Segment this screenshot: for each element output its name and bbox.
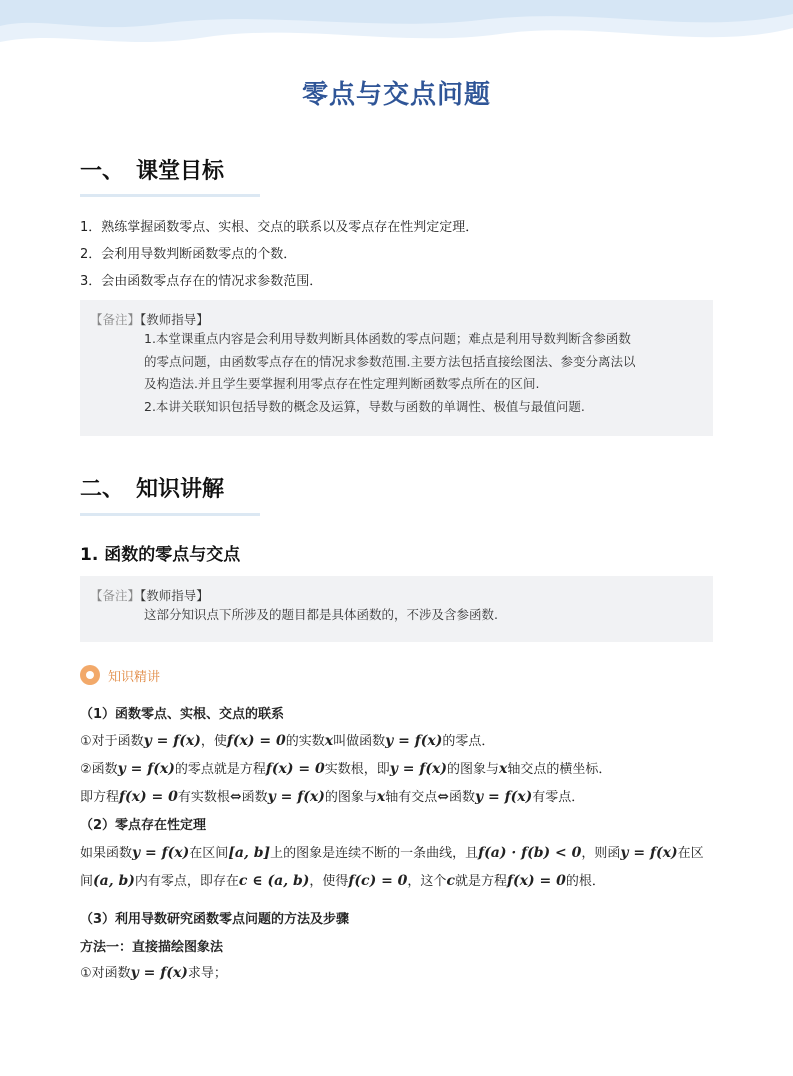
- math-expression: y = f(x): [385, 733, 443, 749]
- text-segment: ，则函: [581, 846, 621, 861]
- math-expression: [a, b]: [228, 845, 271, 861]
- content-line: [80, 842, 720, 861]
- part-title: （2）零点存在性定理: [80, 818, 207, 833]
- content-line: [80, 758, 720, 777]
- knowledge-point-header: [80, 665, 160, 685]
- equivalence-symbol: ⇔: [437, 789, 449, 805]
- lightbulb-icon: [80, 665, 100, 685]
- math-expression: y = f(x): [117, 761, 175, 777]
- header-wave-decoration: [0, 0, 793, 70]
- teacher-note-box: [80, 576, 713, 642]
- section-heading-goals: [80, 154, 224, 185]
- text-segment: ，这个: [407, 874, 447, 889]
- math-expression: y = f(x): [620, 845, 678, 861]
- text-segment: 轴有交点: [385, 790, 438, 805]
- note-label: 【教师指导】: [140, 312, 209, 327]
- text-segment: 间: [80, 874, 94, 889]
- equivalence-symbol: ⇔: [229, 789, 242, 805]
- text-segment: 的图象与: [447, 762, 500, 777]
- content-line: [80, 786, 720, 805]
- math-expression: f(x) = 0: [265, 761, 325, 777]
- text-segment: 求导；: [187, 966, 227, 981]
- text-segment: 就是方程: [454, 874, 507, 889]
- text-segment: 的根．: [565, 874, 605, 889]
- note-line: 2.本讲关联知识包括导数的概念及运算，导数与函数的单调性、极值与最值问题.: [144, 398, 585, 414]
- note-tag: 【备注】: [90, 588, 141, 603]
- content-line: [80, 730, 720, 749]
- note-tag: 【备注】: [90, 312, 141, 327]
- math-expression: f(x) = 0: [119, 789, 178, 805]
- text-segment: ，使得: [309, 874, 349, 889]
- math-expression: x: [499, 761, 508, 777]
- goal-item: 3．会由函数零点存在的情况求参数范围．: [80, 274, 323, 289]
- text-segment: 实数根，即: [324, 762, 390, 777]
- math-expression: x: [376, 789, 386, 805]
- text-segment: 上的图象是连续不断的一条曲线，且: [270, 846, 479, 861]
- note-line: 的零点问题，由函数零点存在的情况求参数范围.主要方法包括直接绘图法、参变分离法以: [144, 353, 636, 369]
- math-expression: y = f(x): [389, 761, 447, 777]
- section-title: 课堂目标: [136, 159, 225, 184]
- goal-item: 2．会利用导数判断函数零点的个数．: [80, 247, 297, 262]
- knowledge-point-label: 知识精讲: [108, 669, 161, 685]
- section-title: 知识讲解: [136, 477, 225, 502]
- text-segment: 的零点就是方程: [174, 762, 266, 777]
- text-segment: 的实数: [285, 734, 325, 749]
- math-expression: f(x) = 0: [506, 873, 566, 889]
- text-segment: 在区: [677, 846, 704, 861]
- section-number: 一、: [80, 159, 125, 184]
- note-label: 【教师指导】: [140, 588, 209, 603]
- text-segment: 的图象与: [324, 790, 377, 805]
- text-segment: 有零点．: [532, 790, 585, 805]
- math-expression: f(x) = 0: [226, 733, 286, 749]
- content-line: [80, 962, 720, 981]
- text-segment: 在区间: [189, 846, 229, 861]
- section-number: 二、: [80, 477, 125, 502]
- math-expression: c: [446, 873, 455, 889]
- section-heading-knowledge: [80, 472, 224, 503]
- math-expression: y = f(x): [132, 845, 190, 861]
- goal-item: 1．熟练掌握函数零点、实根、交点的联系以及零点存在性判定定理．: [80, 220, 479, 235]
- math-expression: (a, b): [93, 873, 135, 889]
- text-segment: 即方程: [80, 790, 120, 805]
- text-segment: 的零点．: [442, 734, 495, 749]
- math-expression: y = f(x): [143, 733, 201, 749]
- text-segment: ①对于函数: [80, 734, 144, 749]
- method-title: 方法一：直接描绘图象法: [80, 940, 224, 955]
- text-segment: ，使: [200, 734, 227, 749]
- math-expression: c ∈ (a, b): [238, 873, 310, 889]
- text-segment: 叫做函数: [333, 734, 386, 749]
- text-segment: 轴交点的横坐标．: [507, 762, 612, 777]
- teacher-note-box: [80, 300, 713, 436]
- math-expression: f(c) = 0: [348, 873, 408, 889]
- content-line: [80, 870, 720, 889]
- math-expression: y = f(x): [267, 789, 325, 805]
- text-segment: 函数: [448, 790, 475, 805]
- text-segment: 有实数根: [177, 790, 230, 805]
- math-expression: f(a) · f(b) < 0: [478, 845, 582, 861]
- math-expression: x: [324, 733, 334, 749]
- text-segment: ①对函数: [80, 966, 131, 981]
- text-segment: 如果函数: [80, 846, 133, 861]
- note-line: 1.本堂课重点内容是会利用导数判断具体函数的零点问题；难点是利用导数判断含参函数: [144, 331, 631, 346]
- math-expression: y = f(x): [130, 965, 188, 981]
- heading-underline: [80, 513, 260, 516]
- page-title: 零点与交点问题: [301, 80, 491, 110]
- text-segment: ②函数: [80, 762, 118, 777]
- note-line: 及构造法.并且学生要掌握利用零点存在性定理判断函数零点所在的区间.: [144, 376, 540, 391]
- part-title: （1）函数零点、实根、交点的联系: [80, 707, 285, 722]
- note-line: 这部分知识点下所涉及的题目都是具体函数的，不涉及含参函数.: [144, 607, 498, 622]
- math-expression: y = f(x): [475, 789, 533, 805]
- text-segment: 内有零点，即存在: [134, 874, 239, 889]
- part-title: （3）利用导数研究函数零点问题的方法及步骤: [80, 912, 350, 927]
- text-segment: 函数: [241, 790, 268, 805]
- subsection-title: 1. 函数的零点与交点: [80, 545, 241, 565]
- heading-underline: [80, 194, 260, 197]
